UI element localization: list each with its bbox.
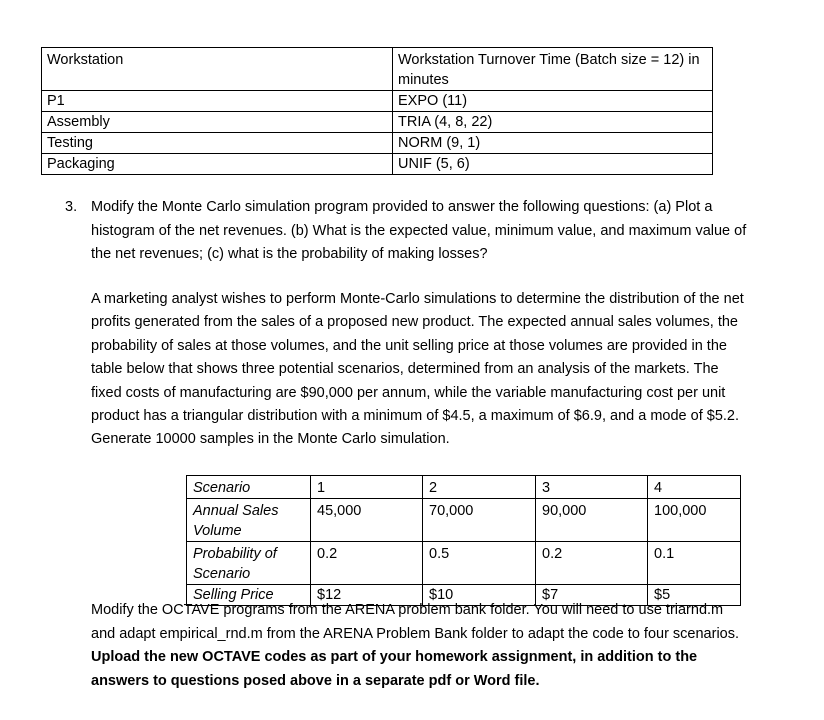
table-cell: $12 <box>311 585 423 606</box>
table-cell: 3 <box>536 476 648 499</box>
scenario-table <box>186 475 741 606</box>
table-row <box>187 499 741 542</box>
problem-description: A marketing analyst wishes to perform Monte-Carlo simulations to determine the distribution of the net profits generated from the sales of a proposed new product. The expected annual sales volumes, the probability of sales at those volumes, and the unit selling price at those volumes are provided in the table below that shows three potential scenarios, determined from an analysis of the markets. The fixed costs of manufacturing are $90,000 per annum, while the variable manufacturing cost per unit product has a triangular distribution with a minimum of $4.5, a maximum of $6.9, and a mode of $5.2. Generate 10000 samples in the Monte Carlo simulation. <box>91 291 744 448</box>
row-label-probability: Probability of Scenario <box>187 542 311 585</box>
distribution-cell: UNIF (5, 6) <box>393 154 713 175</box>
table-cell: 70,000 <box>423 499 536 542</box>
instructions-text: Modify the OCTAVE programs from the ARENA problem bank folder. You will need to use triarnd.m and adapt empirical_rnd.m from the ARENA Problem Bank folder to adapt the code to four scenarios. <box>91 602 740 642</box>
row-label-scenario: Scenario <box>187 476 311 499</box>
table-row <box>42 91 713 112</box>
table-cell: $7 <box>536 585 648 606</box>
table-row <box>42 133 713 154</box>
table-cell: $5 <box>648 585 741 606</box>
question-text: Modify the Monte Carlo simulation program provided to answer the following questions: (a) Plot a histogram of the net revenues. (b) What is the expected value, minimum value, and maximum value of the net revenues; (c) what is the probability of making losses? <box>91 199 747 262</box>
workstation-table <box>41 47 713 175</box>
table-row <box>42 154 713 175</box>
distribution-cell: NORM (9, 1) <box>393 133 713 154</box>
distribution-cell: EXPO (11) <box>393 91 713 112</box>
workstation-cell: Assembly <box>42 112 393 133</box>
header-cell-workstation: Workstation <box>42 48 393 91</box>
table-cell: 1 <box>311 476 423 499</box>
row-label-annual-sales-volume: Annual Sales Volume <box>187 499 311 542</box>
instructions-bold-text: Upload the new OCTAVE codes as part of your homework assignment, in addition to the answers to questions posed above in a separate pdf or Word file. <box>91 649 698 689</box>
row-label-selling-price: Selling Price <box>187 585 311 606</box>
table-cell: 45,000 <box>311 499 423 542</box>
question-number: 3. <box>65 199 78 215</box>
instructions-paragraph <box>91 599 751 693</box>
table-cell: 2 <box>423 476 536 499</box>
table-row <box>187 476 741 499</box>
table-row <box>187 542 741 585</box>
header-cell-turnover-time: Workstation Turnover Time (Batch size = 12) in minutes <box>393 48 713 91</box>
table-cell: $10 <box>423 585 536 606</box>
workstation-cell: Packaging <box>42 154 393 175</box>
distribution-cell: TRIA (4, 8, 22) <box>393 112 713 133</box>
workstation-cell: Testing <box>42 133 393 154</box>
table-cell: 90,000 <box>536 499 648 542</box>
table-cell: 4 <box>648 476 741 499</box>
table-cell: 0.2 <box>311 542 423 585</box>
table-cell: 0.5 <box>423 542 536 585</box>
table-cell: 0.1 <box>648 542 741 585</box>
table-row <box>42 112 713 133</box>
workstation-cell: P1 <box>42 91 393 112</box>
table-cell: 100,000 <box>648 499 741 542</box>
table-header-row <box>42 48 713 91</box>
table-cell: 0.2 <box>536 542 648 585</box>
